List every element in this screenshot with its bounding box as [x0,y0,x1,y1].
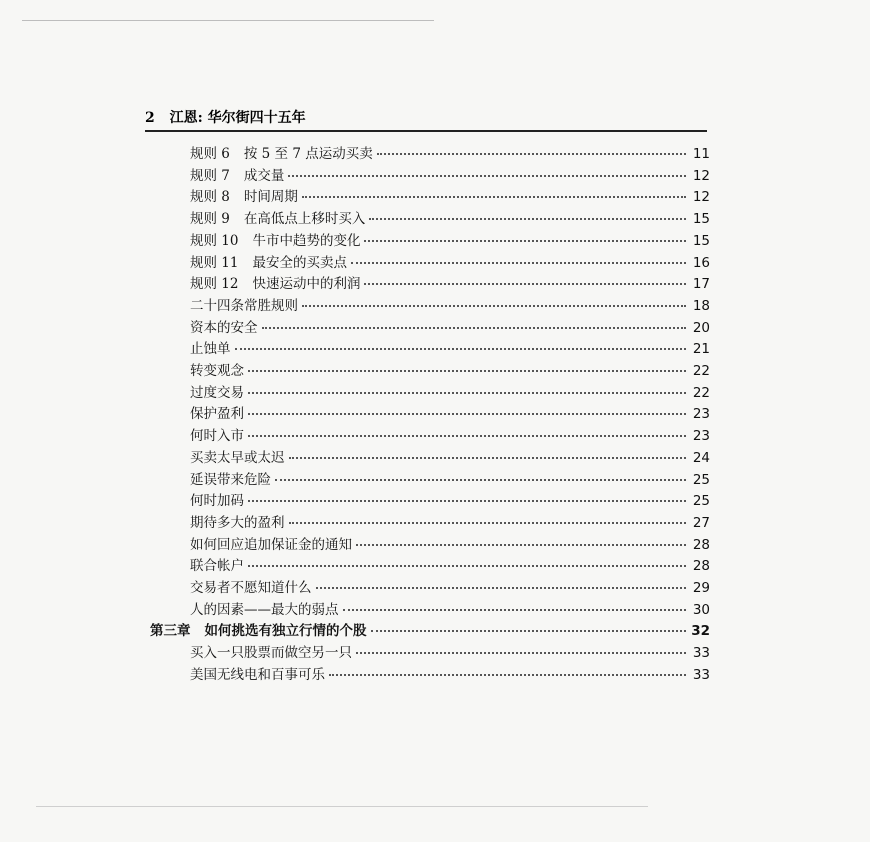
toc-entry-label: 规则 7 [190,167,230,184]
toc-leader-dots [329,673,686,676]
toc-entry-label: 规则 9 [190,211,230,228]
toc-entry-title: 延误带来危险 [190,471,271,488]
toc-entry [190,318,710,339]
toc-entry-title: 资本的安全 [190,319,258,336]
toc-leader-dots [302,304,686,307]
toc-entry [190,426,710,447]
toc-entry-page: 29 [692,580,710,596]
toc-leader-dots [343,608,687,611]
toc-entry-page: 23 [692,428,710,445]
toc-leader-dots [275,478,686,481]
toc-entry [190,491,710,512]
toc-entry-page: 17 [692,276,710,293]
toc-entry-page: 23 [692,406,710,423]
toc-leader-dots [364,239,686,242]
toc-entry [190,296,710,317]
toc-entry-page: 16 [692,254,710,271]
toc-entry-page: 12 [692,189,710,206]
page-number: 2 [145,110,155,126]
toc-leader-dots [248,391,686,394]
toc-entry [190,231,710,252]
toc-leader-dots [248,434,686,437]
toc-leader-dots [316,586,687,589]
running-header [145,107,707,129]
toc-leader-dots [289,521,687,524]
toc-entry-title: 保护盈利 [190,406,244,423]
toc-entry-page: 15 [692,211,710,228]
toc-entry-title: 牛市中趋势的变化 [252,232,361,249]
toc-leader-dots [356,651,686,654]
toc-entry-title: 何时入市 [190,428,244,445]
toc-entry [190,361,710,382]
toc-entry-label: 规则 10 [190,232,239,249]
toc-entry-page: 22 [692,384,710,401]
toc-entry-label: 规则 12 [190,276,239,293]
toc-leader-dots [248,564,686,567]
toc-entry [190,665,710,686]
toc-entry-title: 时间周期 [243,189,298,206]
toc-entry-label: 第三章 [150,623,191,640]
toc-entry [190,187,710,208]
toc-entry-page: 27 [692,514,710,531]
toc-entry-page: 28 [692,536,710,553]
toc-chapter-entry [150,621,710,642]
toc-entry-page: 32 [691,623,710,640]
toc-entry [190,144,710,165]
toc-leader-dots [235,347,687,350]
toc-entry [190,448,710,469]
toc-leader-dots [248,499,686,502]
header-rule [145,130,707,132]
book-title: 江恩: 华尔街四十五年 [169,110,306,126]
toc-entry-page: 24 [692,449,710,466]
toc-entry [190,339,710,360]
toc-entry-title: 买卖太早或太迟 [190,449,285,466]
toc-entry [190,166,710,187]
toc-entry-page: 22 [692,363,710,379]
toc-entry-page: 11 [692,146,710,162]
toc-entry [190,578,710,599]
toc-entry-page: 33 [692,645,710,662]
toc-entry-page: 33 [692,666,710,683]
toc-entry [190,274,710,295]
toc-entry-page: 25 [692,471,710,488]
toc-entry-page: 25 [692,493,710,510]
toc-entry-title: 美国无线电和百事可乐 [190,666,325,683]
toc-entry-page: 18 [692,297,710,314]
toc-leader-dots [302,195,686,198]
toc-entry [190,643,710,664]
toc-entry-title: 买入一只股票而做空另一只 [190,645,352,662]
top-scan-rule [22,20,434,21]
toc-entry-title: 过度交易 [190,384,244,401]
toc-entry-page: 20 [692,319,710,336]
toc-entry-title: 二十四条常胜规则 [190,297,298,314]
toc-entry-title: 止蚀单 [190,341,231,358]
toc-leader-dots [288,174,686,177]
toc-entry-title: 期待多大的盈利 [190,514,285,531]
toc-entry-title: 按 5 至 7 点运动买卖 [243,146,373,162]
toc-entry-page: 21 [692,341,710,358]
toc-leader-dots [262,326,687,329]
toc-leader-dots [371,629,687,632]
toc-entry-label: 规则 11 [190,254,239,271]
toc-entry-title: 成交量 [243,167,285,184]
toc-entry-title: 何时加码 [190,493,244,510]
toc-entry [190,253,710,274]
toc-leader-dots [248,412,686,415]
toc-entry-title: 联合帐户 [190,558,244,575]
toc-entry-title: 人的因素——最大的弱点 [190,601,339,618]
toc-entry-title: 如何挑选有独立行情的个股 [204,623,367,640]
toc-entry [190,209,710,230]
toc-leader-dots [364,282,686,285]
toc-entry-title: 如何回应追加保证金的通知 [190,536,352,553]
toc-entry-label: 规则 8 [190,189,230,206]
toc-entry-page: 28 [692,558,710,575]
bottom-scan-rule [36,806,648,807]
toc-entry-title: 转变观念 [190,363,244,379]
toc-entry-page: 12 [692,167,710,184]
toc-entry [190,404,710,425]
toc-entry [190,513,710,534]
toc-entry-page: 30 [692,601,710,618]
toc-entry [190,470,710,491]
toc-entry [190,383,710,404]
toc-leader-dots [377,152,686,155]
toc-entry-title: 在高低点上移时买入 [243,211,366,228]
toc-entry-title: 快速运动中的利润 [252,276,361,293]
toc-entry [190,600,710,621]
toc-leader-dots [248,369,686,372]
toc-entry-label: 规则 6 [190,146,230,162]
toc-entry-page: 15 [692,232,710,249]
toc-leader-dots [289,456,687,459]
toc-leader-dots [369,217,686,220]
toc-leader-dots [351,261,686,264]
toc-entry [190,556,710,577]
toc-leader-dots [356,543,686,546]
toc-entry [190,535,710,556]
toc-entry-title: 最安全的买卖点 [252,254,347,271]
toc-entry-title: 交易者不愿知道什么 [190,580,312,596]
